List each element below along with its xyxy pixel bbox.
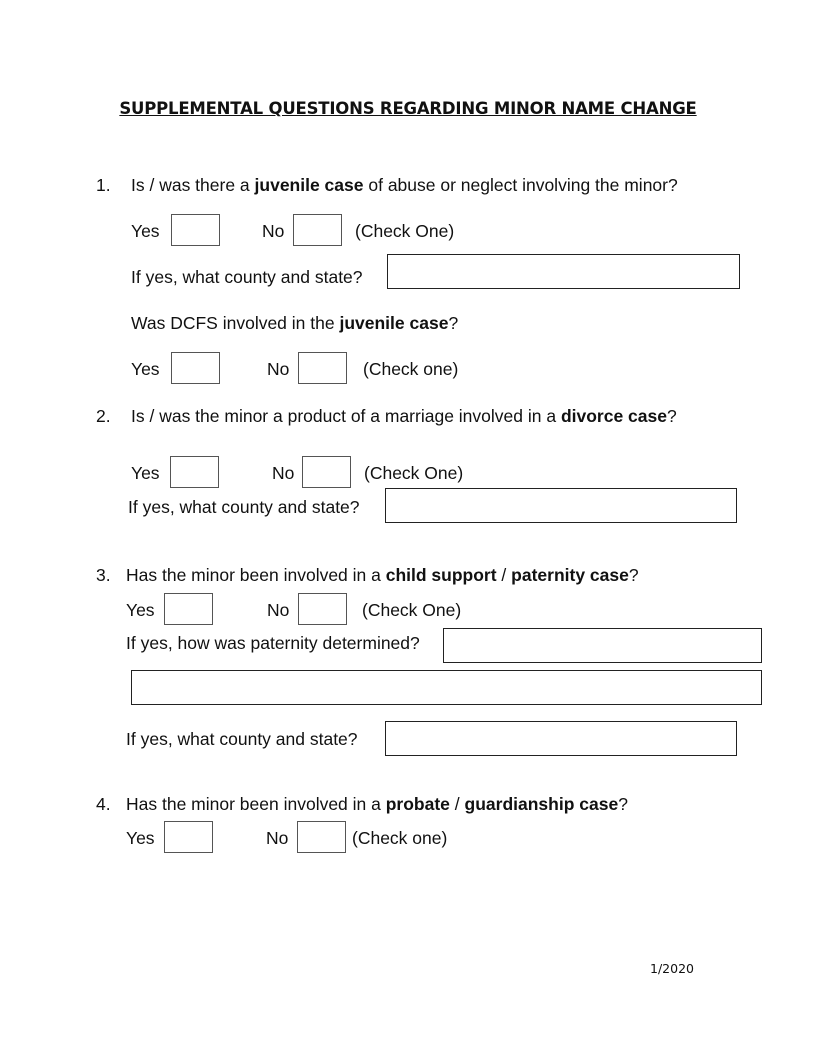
q3-no-checkbox[interactable] xyxy=(298,593,347,625)
q1-dcfs-yes-checkbox[interactable] xyxy=(171,352,220,384)
q1-check-one-note: (Check One) xyxy=(355,221,455,241)
question-1-number: 1. xyxy=(96,175,111,195)
q2-no-label: No xyxy=(272,463,295,483)
question-1-text: Is / was there a juvenile case of abuse or neglect involving the minor? xyxy=(131,175,678,195)
q2-county-state-label: If yes, what county and state? xyxy=(128,497,360,517)
revision-date: 1/2020 xyxy=(650,961,694,976)
q1-no-label: No xyxy=(262,221,285,241)
page-title: SUPPLEMENTAL QUESTIONS REGARDING MINOR NAME CHANGE xyxy=(119,99,697,118)
question-3-number: 3. xyxy=(96,565,111,585)
q3-yes-checkbox[interactable] xyxy=(164,593,213,625)
q4-no-label: No xyxy=(266,828,289,848)
q3-paternity-label: If yes, how was paternity determined? xyxy=(126,633,420,653)
q3-check-one-note: (Check One) xyxy=(362,600,462,620)
q2-county-state-field[interactable] xyxy=(385,488,737,523)
question-4-text: Has the minor been involved in a probate / guardianship case? xyxy=(126,794,628,814)
q3-county-state-label: If yes, what county and state? xyxy=(126,729,358,749)
q3-yes-label: Yes xyxy=(126,600,155,620)
q2-check-one-note: (Check One) xyxy=(364,463,464,483)
q1-dcfs-yes-label: Yes xyxy=(131,359,160,379)
q3-paternity-field[interactable] xyxy=(443,628,762,663)
question-2-text: Is / was the minor a product of a marriage involved in a divorce case? xyxy=(131,406,677,426)
question-3-text: Has the minor been involved in a child support / paternity case? xyxy=(126,565,639,585)
q1-yes-checkbox[interactable] xyxy=(171,214,220,246)
q1-yes-label: Yes xyxy=(131,221,160,241)
q1-dcfs-no-label: No xyxy=(267,359,290,379)
q3-no-label: No xyxy=(267,600,290,620)
q1-no-checkbox[interactable] xyxy=(293,214,342,246)
q1-dcfs-check-one-note: (Check one) xyxy=(363,359,459,379)
q3-county-state-field[interactable] xyxy=(385,721,737,756)
question-2-number: 2. xyxy=(96,406,111,426)
question-4-number: 4. xyxy=(96,794,111,814)
q2-yes-checkbox[interactable] xyxy=(170,456,219,488)
q4-no-checkbox[interactable] xyxy=(297,821,346,853)
q4-yes-label: Yes xyxy=(126,828,155,848)
q1-dcfs-question: Was DCFS involved in the juvenile case? xyxy=(131,313,459,333)
q1-dcfs-no-checkbox[interactable] xyxy=(298,352,347,384)
q4-check-one-note: (Check one) xyxy=(352,828,448,848)
q3-paternity-field-continued[interactable] xyxy=(131,670,762,705)
q1-county-state-label: If yes, what county and state? xyxy=(131,267,363,287)
q2-no-checkbox[interactable] xyxy=(302,456,351,488)
q1-county-state-field[interactable] xyxy=(387,254,740,289)
q2-yes-label: Yes xyxy=(131,463,160,483)
q4-yes-checkbox[interactable] xyxy=(164,821,213,853)
